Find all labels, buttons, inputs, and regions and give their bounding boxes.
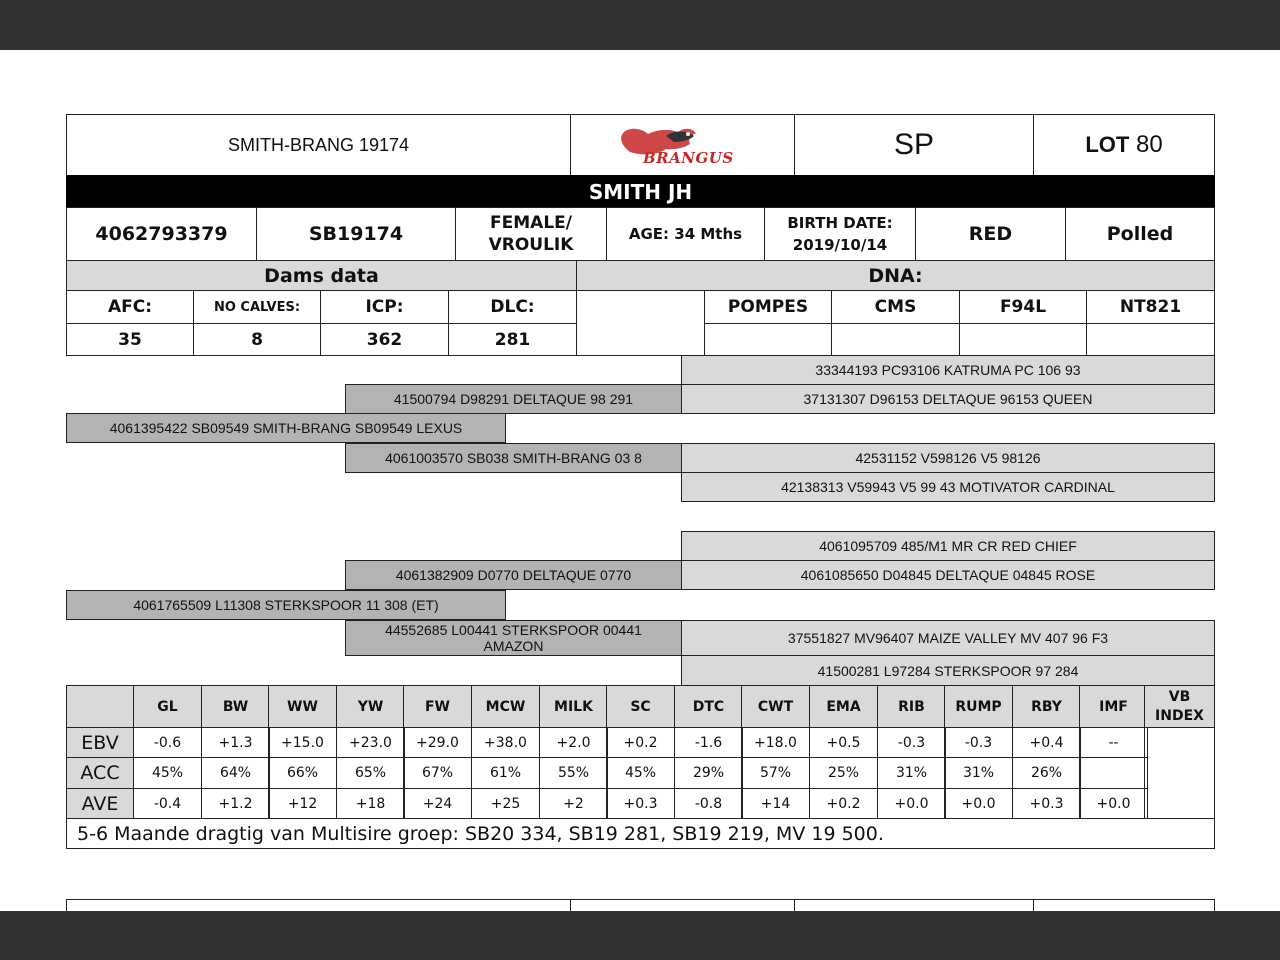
pedigree-dam-sire-sire [681,531,1215,561]
dna-value-cms [831,323,960,356]
dna-header-cms [831,290,960,324]
viewer-bottom-bar [0,911,1280,960]
ebv-cell-ave-rib: +0.0 [877,788,946,819]
dams-value-afc [66,323,194,356]
pedigree-sire-dam-dam [681,472,1215,502]
ebv-cell-acc-imf [1079,757,1148,789]
ebv-row-label-ebv: EBV [66,727,134,758]
animal-name [66,114,571,176]
ebv-cell-acc-mcw: 61% [471,757,540,789]
ebv-cell-ave-ema: +0.2 [809,788,878,819]
ebv-cell-ave-dtc: -0.8 [674,788,743,819]
pedigree-sire-sire [345,384,682,414]
ebv-cell-ave-ww: +12 [268,788,337,819]
dams-header-calves [193,290,321,324]
ebv-cell-acc-dtc: 29% [674,757,743,789]
ebv-cell-acc-milk: 55% [539,757,608,789]
ebv-cell-ebv-ww: +15.0 [268,727,337,758]
ebv-cell-acc-ww: 66% [268,757,337,789]
ebv-header-dtc: DTC [674,685,743,728]
ebv-cell-acc-cwt: 57% [741,757,810,789]
dams-value-icp-text: 362 [366,329,403,350]
dam-sire-text: 4061382909 D0770 DELTAQUE 0770 [395,567,632,583]
ebv-header-sc: SC [606,685,675,728]
dna-heading [576,260,1215,291]
sire-dam-text: 4061003570 SB038 SMITH-BRANG 03 8 [385,450,642,466]
lot-cell [1033,114,1215,176]
sire-text: 4061395422 SB09549 SMITH-BRANG SB09549 LEXUS [109,420,463,436]
ebv-header-ww: WW [268,685,337,728]
ebv-header-mcw: MCW [471,685,540,728]
ebv-cell-ave-sc: +0.3 [606,788,675,819]
dams-header-dlc-text: DLC: [490,297,535,317]
pedigree-dam-dam-dam [681,655,1215,686]
vb-index-line-2: INDEX [1155,707,1204,724]
ebv-cell-ebv-cwt: +18.0 [741,727,810,758]
animal-id [66,207,257,261]
sire-sire-sire-text: 33344193 PC93106 KATRUMA PC 106 93 [815,362,1081,378]
birth-date [764,207,916,261]
pedigree-sire [66,413,506,443]
ebv-header-cwt: CWT [741,685,810,728]
pedigree-sire-dam [345,443,682,473]
age-text: AGE: 34 Mths [628,225,743,243]
ebv-header-milk: MILK [539,685,608,728]
dna-header-cms-text: CMS [874,297,917,317]
ebv-cell-ebv-gl: -0.6 [133,727,202,758]
dam-dam-dam-text: 41500281 L97284 STERKSPOOR 97 284 [817,662,1079,679]
sex-line-1: FEMALE/ [490,213,572,233]
ebv-header-ema: EMA [809,685,878,728]
dam-sire-sire-text: 4061095709 485/M1 MR CR RED CHIEF [819,538,1077,554]
pedigree-dam-sire-dam [681,560,1215,590]
dams-value-icp [320,323,449,356]
dna-value-nt821 [1086,323,1215,356]
ebv-cell-ebv-sc: +0.2 [606,727,675,758]
ebv-cell-acc-yw: 65% [336,757,405,789]
dna-header-nt821-text: NT821 [1119,297,1182,317]
ebv-cell-acc-bw: 64% [201,757,270,789]
pedigree-dam-dam [345,620,682,656]
pedigree-sire-sire-sire [681,355,1215,385]
dams-value-dlc-text: 281 [494,329,531,350]
animal-horn [1065,207,1215,261]
ebv-cell-ave-rby: +0.3 [1012,788,1081,819]
dam-dam-sire-text: 37551827 MV96407 MAIZE VALLEY MV 407 96 F3 [787,630,1109,646]
ebv-corner-cell [66,685,134,728]
lot-label: LOT [1085,132,1130,157]
ebv-cell-ave-cwt: +14 [741,788,810,819]
dna-header-nt821 [1086,290,1215,324]
ebv-row-label-acc: ACC [66,757,134,789]
pedigree-dam-dam-sire [681,620,1215,656]
ebv-vb-index-blank [1144,727,1215,819]
lot-number: 80 [1135,131,1163,158]
ebv-header-rib: RIB [877,685,946,728]
dna-header-pompes [704,290,832,324]
ebv-cell-acc-gl: 45% [133,757,202,789]
dams-header-calves-text: NO CALVES: [213,299,301,315]
ebv-cell-ebv-imf: -- [1079,727,1148,758]
sire-sire-dam-text: 37131307 D96153 DELTAQUE 96153 QUEEN [803,391,1093,407]
note-text: 5-6 Maande dragtig van Multisire groep: SB20 334, SB19 281, SB19 219, MV 19 500. [77,822,884,845]
animal-name-text: SMITH-BRANG 19174 [227,134,410,155]
animal-reg-text: SB19174 [308,223,404,245]
ebv-cell-ave-mcw: +25 [471,788,540,819]
ebv-cell-ebv-rib: -0.3 [877,727,946,758]
dam-sire-dam-text: 4061085650 D04845 DELTAQUE 04845 ROSE [800,567,1096,583]
animal-sex [455,207,607,261]
sire-sire-text: 41500794 D98291 DELTAQUE 98 291 [393,391,634,407]
ebv-cell-acc-rby: 26% [1012,757,1081,789]
ebv-cell-ave-rump: +0.0 [944,788,1013,819]
dna-value-pompes [704,323,832,356]
pedigree-sire-dam-sire [681,443,1215,473]
dna-title: DNA: [868,264,923,287]
ebv-cell-ebv-yw: +23.0 [336,727,405,758]
ebv-cell-ebv-mcw: +38.0 [471,727,540,758]
dna-header-f94l-text: F94L [999,297,1047,317]
animal-colour [915,207,1066,261]
dams-header-afc-text: AFC: [107,297,153,317]
pedigree-dam-sire [345,560,682,590]
ebv-row-label-ave: AVE [66,788,134,819]
owner-bar [66,175,1215,208]
logo-text: BRANGUS [643,149,734,167]
ebv-cell-ebv-dtc: -1.6 [674,727,743,758]
brangus-logo [570,114,795,176]
dams-data-heading [66,260,577,291]
dam-dam-line-1: 44552685 L00441 STERKSPOOR 00441 [385,622,642,638]
viewer-top-bar [0,0,1280,50]
ebv-header-imf: IMF [1079,685,1148,728]
ebv-cell-ave-milk: +2 [539,788,608,819]
ebv-cell-acc-fw: 67% [403,757,472,789]
dams-value-afc-text: 35 [118,329,142,350]
ebv-header-rump: RUMP [944,685,1013,728]
ebv-cell-ebv-milk: +2.0 [539,727,608,758]
sire-dam-sire-text: 42531152 V598126 V5 98126 [855,450,1041,466]
sire-dam-dam-text: 42138313 V59943 V5 99 43 MOTIVATOR CARDINAL [781,479,1115,495]
dam-text: 4061765509 L11308 STERKSPOOR 11 308 (ET) [133,597,439,613]
birth-label: BIRTH DATE: [787,214,893,232]
animal-reg [256,207,456,261]
ebv-cell-acc-ema: 25% [809,757,878,789]
animal-id-text: 4062793379 [95,223,228,245]
ebv-cell-ebv-ema: +0.5 [809,727,878,758]
dna-value-f94l [959,323,1087,356]
ebv-header-fw: FW [403,685,472,728]
sex-line-2: VROULIK [488,235,574,255]
ebv-cell-ave-yw: +18 [336,788,405,819]
ebv-cell-acc-sc: 45% [606,757,675,789]
dna-header-pompes-text: POMPES [727,297,809,317]
ebv-cell-ebv-fw: +29.0 [403,727,472,758]
pedigree-dam [66,590,506,620]
ebv-header-vb-index [1144,685,1215,728]
dams-title: Dams data [264,264,379,287]
ebv-cell-ave-imf: +0.0 [1079,788,1148,819]
vb-index-line-1: VB [1168,688,1191,705]
ebv-header-gl: GL [133,685,202,728]
owner-name: SMITH JH [588,179,693,204]
ebv-cell-ebv-rump: -0.3 [944,727,1013,758]
ebv-cell-acc-rump: 31% [944,757,1013,789]
grade-cell [794,114,1034,176]
ebv-cell-ebv-rby: +0.4 [1012,727,1081,758]
dna-header-f94l [959,290,1087,324]
ebv-header-rby: RBY [1012,685,1081,728]
dams-header-icp [320,290,449,324]
dam-dam-line-2: AMAZON [483,638,544,654]
ebv-header-bw: BW [201,685,270,728]
ebv-header-yw: YW [336,685,405,728]
dams-value-dlc [448,323,577,356]
ebv-cell-ebv-bw: +1.3 [201,727,270,758]
ebv-cell-ave-bw: +1.2 [201,788,270,819]
horn-text: Polled [1106,223,1174,245]
dams-header-dlc [448,290,577,324]
grade-text: SP [893,128,935,161]
note-row [66,818,1215,849]
dams-value-calves-text: 8 [251,329,263,350]
pedigree-sire-sire-dam [681,384,1215,414]
colour-text: RED [968,223,1013,245]
dams-value-calves [193,323,321,356]
birth-value: 2019/10/14 [792,236,888,254]
dams-header-icp-text: ICP: [365,297,404,317]
ebv-cell-acc-rib: 31% [877,757,946,789]
dna-blank-cell [576,290,705,356]
ebv-cell-ave-gl: -0.4 [133,788,202,819]
ebv-cell-ave-fw: +24 [403,788,472,819]
animal-age [606,207,765,261]
dams-header-afc [66,290,194,324]
